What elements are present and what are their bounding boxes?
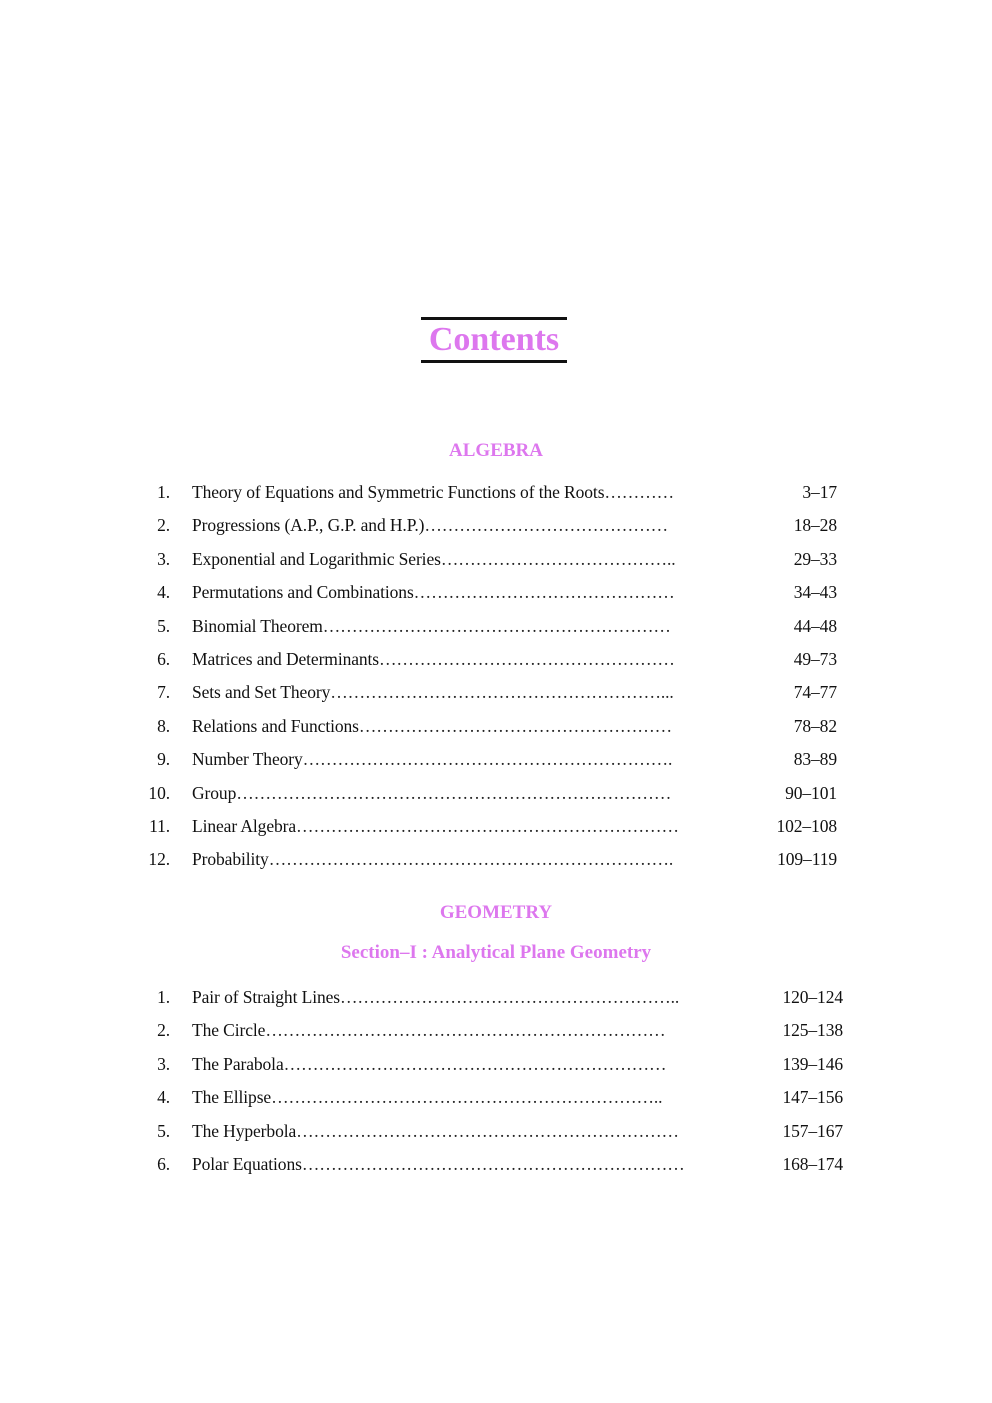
dot-leader: ………………………………………………………… bbox=[301, 1154, 685, 1174]
entry-title: Pair of Straight Lines bbox=[192, 987, 340, 1007]
entry-title: Theory of Equations and Symmetric Functions of the Roots bbox=[192, 482, 605, 502]
dot-leader: ………………………………………………………………… bbox=[236, 782, 672, 803]
contents-title-box bbox=[421, 317, 567, 363]
dot-leader: …………………………………………………………… bbox=[265, 1020, 666, 1041]
dot-leader: ………… bbox=[604, 482, 675, 502]
entry-title-with-leader bbox=[192, 580, 752, 604]
entry-number: 5. bbox=[157, 1120, 170, 1141]
dot-leader: ……………………………………………… bbox=[358, 715, 673, 736]
entry-title: Binomial Theorem bbox=[192, 615, 323, 636]
entry-number: 10. bbox=[148, 782, 170, 803]
dot-leader: ………………………………………………………… bbox=[296, 1120, 679, 1141]
dot-leader: ……………………………………………………………. bbox=[268, 849, 674, 870]
toc-entry[interactable] bbox=[0, 547, 992, 571]
entry-title: Number Theory bbox=[192, 749, 303, 770]
entry-number: 12. bbox=[148, 849, 170, 870]
entry-title: Group bbox=[192, 782, 237, 803]
entry-title: Probability bbox=[192, 849, 269, 870]
dot-leader: ………………………………………………………… bbox=[283, 1053, 667, 1074]
section-subheading-analytical-plane-geometry: Section–I : Analytical Plane Geometry bbox=[340, 942, 652, 963]
entry-title: Matrices and Determinants bbox=[192, 649, 380, 669]
entry-page-range: 168–174 bbox=[782, 1154, 843, 1174]
entry-number: 3. bbox=[157, 548, 170, 569]
entry-page-range: 139–146 bbox=[782, 1053, 843, 1074]
toc-entry[interactable] bbox=[0, 1052, 992, 1076]
entry-title: The Hyperbola bbox=[192, 1120, 297, 1141]
entry-title: Linear Algebra bbox=[192, 816, 297, 836]
entry-number: 11. bbox=[149, 816, 170, 836]
entry-page-range: 147–156 bbox=[782, 1087, 843, 1108]
entry-page-range: 157–167 bbox=[782, 1120, 843, 1141]
entry-title: The Ellipse bbox=[192, 1087, 272, 1108]
toc-entry[interactable] bbox=[0, 580, 992, 604]
section-heading-algebra: ALGEBRA bbox=[449, 440, 543, 461]
entry-title-with-leader bbox=[192, 1018, 760, 1042]
entry-page-range: 44–48 bbox=[793, 615, 837, 636]
entry-title: Exponential and Logarithmic Series bbox=[192, 548, 441, 569]
dot-leader: ………………………………………………….. bbox=[340, 987, 680, 1007]
entry-number: 4. bbox=[157, 1087, 170, 1108]
entry-page-range: 125–138 bbox=[782, 1020, 843, 1041]
dot-leader: ………………………………………………………. bbox=[302, 749, 673, 770]
entry-title: Relations and Functions bbox=[192, 715, 359, 736]
entry-number: 1. bbox=[157, 482, 170, 502]
entry-title-with-leader bbox=[192, 513, 752, 537]
entry-number: 4. bbox=[157, 582, 170, 603]
entry-page-range: 34–43 bbox=[793, 582, 837, 603]
toc-entry[interactable] bbox=[0, 847, 992, 871]
toc-entry[interactable] bbox=[0, 1119, 992, 1143]
toc-entry[interactable] bbox=[0, 680, 992, 704]
toc-entry[interactable] bbox=[0, 814, 992, 838]
toc-entry[interactable] bbox=[0, 781, 992, 805]
entry-title-with-leader bbox=[192, 1119, 760, 1143]
entry-page-range: 74–77 bbox=[793, 682, 837, 703]
entry-number: 3. bbox=[157, 1053, 170, 1074]
entry-title-with-leader bbox=[192, 647, 752, 671]
entry-number: 2. bbox=[157, 1020, 170, 1041]
entry-number: 5. bbox=[157, 615, 170, 636]
entry-number: 1. bbox=[157, 987, 170, 1007]
entry-title-with-leader bbox=[192, 714, 752, 738]
entry-title-with-leader bbox=[192, 847, 752, 871]
entry-number: 8. bbox=[157, 715, 170, 736]
toc-entry[interactable] bbox=[0, 513, 992, 537]
entry-number: 6. bbox=[157, 1154, 170, 1174]
dot-leader: ………………………………………………………… bbox=[296, 816, 679, 836]
section-heading-geometry: GEOMETRY bbox=[439, 902, 553, 923]
entry-title: Permutations and Combinations bbox=[192, 582, 414, 603]
entry-title-with-leader bbox=[192, 1085, 760, 1109]
entry-page-range: 18–28 bbox=[793, 515, 837, 536]
entry-title-with-leader bbox=[192, 547, 752, 571]
dot-leader: ……………………………………… bbox=[413, 582, 675, 603]
entry-title: Progressions (A.P., G.P. and H.P.) bbox=[192, 515, 425, 536]
entry-page-range: 109–119 bbox=[777, 849, 837, 870]
entry-title-with-leader bbox=[192, 614, 752, 638]
entry-number: 2. bbox=[157, 515, 170, 536]
dot-leader: …………………………………………………... bbox=[330, 682, 674, 703]
entry-page-range: 83–89 bbox=[793, 749, 837, 770]
entry-number: 7. bbox=[157, 682, 170, 703]
entry-title: Polar Equations bbox=[192, 1154, 302, 1174]
dot-leader: …………………………………… bbox=[424, 515, 668, 536]
entry-title-with-leader bbox=[192, 747, 752, 771]
entry-title-with-leader bbox=[192, 1152, 760, 1176]
entry-page-range: 49–73 bbox=[793, 649, 837, 669]
entry-title-with-leader bbox=[192, 680, 752, 704]
entry-title-with-leader bbox=[192, 814, 752, 838]
entry-page-range: 3–17 bbox=[802, 482, 837, 502]
entry-page-range: 120–124 bbox=[782, 987, 843, 1007]
toc-entry[interactable] bbox=[0, 480, 992, 504]
entry-title-with-leader bbox=[192, 781, 752, 805]
toc-entry[interactable] bbox=[0, 647, 992, 671]
entry-number: 9. bbox=[157, 749, 170, 770]
entry-number: 6. bbox=[157, 649, 170, 669]
dot-leader: …………………………………………… bbox=[379, 649, 675, 669]
toc-entry[interactable] bbox=[0, 1152, 992, 1176]
dot-leader: …………………………………………………… bbox=[322, 615, 671, 636]
entry-title-with-leader bbox=[192, 1052, 760, 1076]
entry-title: Sets and Set Theory bbox=[192, 682, 331, 703]
entry-page-range: 102–108 bbox=[776, 816, 837, 836]
toc-entry[interactable] bbox=[0, 747, 992, 771]
dot-leader: ………………………………………………………….. bbox=[271, 1087, 663, 1108]
entry-title-with-leader bbox=[192, 480, 752, 504]
toc-entry[interactable] bbox=[0, 614, 992, 638]
entry-page-range: 90–101 bbox=[785, 782, 837, 803]
entry-title: The Parabola bbox=[192, 1053, 284, 1074]
dot-leader: ………………………………….. bbox=[440, 548, 676, 569]
entry-title-with-leader bbox=[192, 985, 760, 1009]
page-title: Contents bbox=[428, 321, 560, 358]
entry-title: The Circle bbox=[192, 1020, 266, 1041]
entry-page-range: 78–82 bbox=[793, 715, 837, 736]
entry-page-range: 29–33 bbox=[793, 548, 837, 569]
toc-entry[interactable] bbox=[0, 1018, 992, 1042]
toc-entry[interactable] bbox=[0, 1085, 992, 1109]
toc-entry[interactable] bbox=[0, 985, 992, 1009]
toc-entry[interactable] bbox=[0, 714, 992, 738]
